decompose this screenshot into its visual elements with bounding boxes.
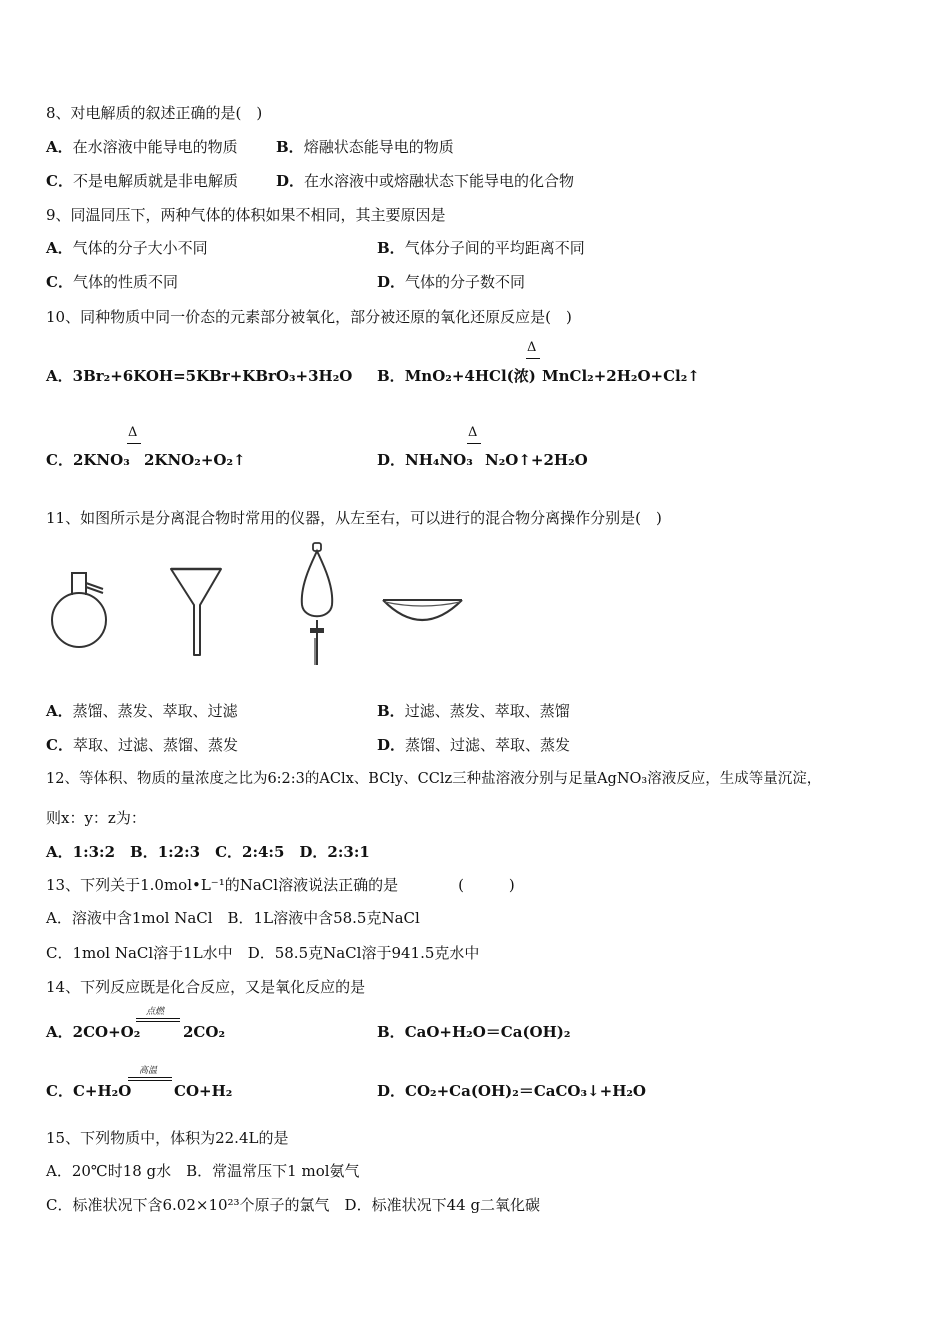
q14-option-c-products: CO+H₂ <box>174 1082 233 1100</box>
q9-option-b[interactable]: B．气体分子间的平均距离不同 <box>377 239 585 257</box>
q10-option-c-products: 2KNO₂+O₂↑ <box>144 451 246 469</box>
q10-d-arrow-line <box>467 443 481 444</box>
q10-option-b-products: MnCl₂+2H₂O+Cl₂↑ <box>542 367 700 385</box>
q13-options-line2[interactable]: C．1mol NaCl溶于1L水中 D．58.5克NaCl溶于941.5克水中 <box>46 944 480 962</box>
q9-stem: 9、同温同压下，两种气体的体积如果不相同，其主要原因是 <box>46 206 446 224</box>
q12-options[interactable]: A．1:3:2 B．1:2:3 C．2:4:5 D．2:3:1 <box>46 843 370 861</box>
q10-b-arrow-line <box>526 358 540 359</box>
q9-option-a[interactable]: A．气体的分子大小不同 <box>46 239 208 257</box>
q12-stem-line1: 12、等体积、物质的量浓度之比为6:2:3的AClx、BCly、CClz三种盐溶液分别与足量AgNO₃溶液反应，生成等量沉淀， <box>46 771 822 787</box>
q11-option-c[interactable]: C．萃取、过滤、蒸馏、蒸发 <box>46 736 238 754</box>
q14-c-condition: 高温 <box>139 1066 158 1076</box>
q10-option-c[interactable]: C．2KNO₃ <box>46 451 130 469</box>
q9-option-c[interactable]: C．气体的性质不同 <box>46 273 178 291</box>
q14-option-c[interactable]: C．C+H₂O <box>46 1082 132 1100</box>
q14-c-equals-line-top <box>128 1077 172 1078</box>
q10-stem: 10、同种物质中同一价态的元素部分被氧化，部分被还原的氧化还原反应是( ) <box>46 308 572 326</box>
q8-option-c[interactable]: C．不是电解质就是非电解质 <box>46 172 238 190</box>
q10-option-d-products: N₂O↑+2H₂O <box>485 451 588 469</box>
q13-stem: 13、下列关于1.0mol•L⁻¹的NaCl溶液说法正确的是 ( ) <box>46 876 515 894</box>
q12-stem-line2: 则x：y：z为： <box>46 809 146 827</box>
q10-c-heat-symbol: Δ <box>128 425 138 440</box>
q8-option-a[interactable]: A．在水溶液中能导电的物质 <box>46 138 238 156</box>
q15-options-line2[interactable]: C．标准状况下含6.02×10²³个原子的氯气 D．标准状况下44 g二氧化碳 <box>46 1196 541 1214</box>
q14-c-equals-line-bottom <box>128 1080 172 1081</box>
q10-option-b[interactable]: B．MnO₂+4HCl(浓) <box>377 367 536 385</box>
q14-option-a-products: 2CO₂ <box>183 1023 226 1041</box>
distillation-flask-icon <box>40 565 120 660</box>
q8-option-b[interactable]: B．熔融状态能导电的物质 <box>276 138 454 156</box>
q11-option-b[interactable]: B．过滤、蒸发、萃取、蒸馏 <box>377 702 570 720</box>
q10-d-heat-symbol: Δ <box>468 425 478 440</box>
q14-stem: 14、下列反应既是化合反应，又是氧化反应的是 <box>46 978 366 996</box>
q11-option-d[interactable]: D．蒸馏、过滤、萃取、蒸发 <box>377 736 571 754</box>
q14-a-equals-line-top <box>136 1018 180 1019</box>
q9-option-d[interactable]: D．气体的分子数不同 <box>377 273 526 291</box>
q10-b-heat-symbol: Δ <box>527 340 537 355</box>
q11-option-a[interactable]: A．蒸馏、蒸发、萃取、过滤 <box>46 702 238 720</box>
q14-a-condition: 点燃 <box>146 1007 165 1017</box>
q11-stem: 11、如图所示是分离混合物时常用的仪器，从左至右，可以进行的混合物分离操作分别是( ) <box>46 509 662 527</box>
q14-a-equals-line-bottom <box>136 1021 180 1022</box>
q15-options-line1[interactable]: A．20℃时18 g水 B．常温常压下1 mol氨气 <box>46 1162 360 1180</box>
q14-option-a[interactable]: A．2CO+O₂ <box>46 1023 141 1041</box>
q13-options-line1[interactable]: A．溶液中含1mol NaCl B．1L溶液中含58.5克NaCl <box>46 909 420 927</box>
q14-option-d[interactable]: D．CO₂+Ca(OH)₂＝CaCO₃↓+H₂O <box>377 1082 646 1100</box>
q15-stem: 15、下列物质中，体积为22.4L的是 <box>46 1129 289 1147</box>
q8-stem: 8、对电解质的叙述正确的是( ) <box>46 104 263 122</box>
funnel-icon <box>165 565 230 660</box>
q8-option-d[interactable]: D．在水溶液中或熔融状态下能导电的化合物 <box>276 172 575 190</box>
q14-option-b[interactable]: B．CaO+H₂O＝Ca(OH)₂ <box>377 1023 571 1041</box>
q10-option-d[interactable]: D．NH₄NO₃ <box>377 451 473 469</box>
separatory-funnel-icon <box>290 540 345 670</box>
q10-option-a[interactable]: A．3Br₂+6KOH=5KBr+KBrO₃+3H₂O <box>46 367 353 385</box>
q10-c-arrow-line <box>127 443 141 444</box>
evaporating-dish-icon <box>380 590 465 635</box>
